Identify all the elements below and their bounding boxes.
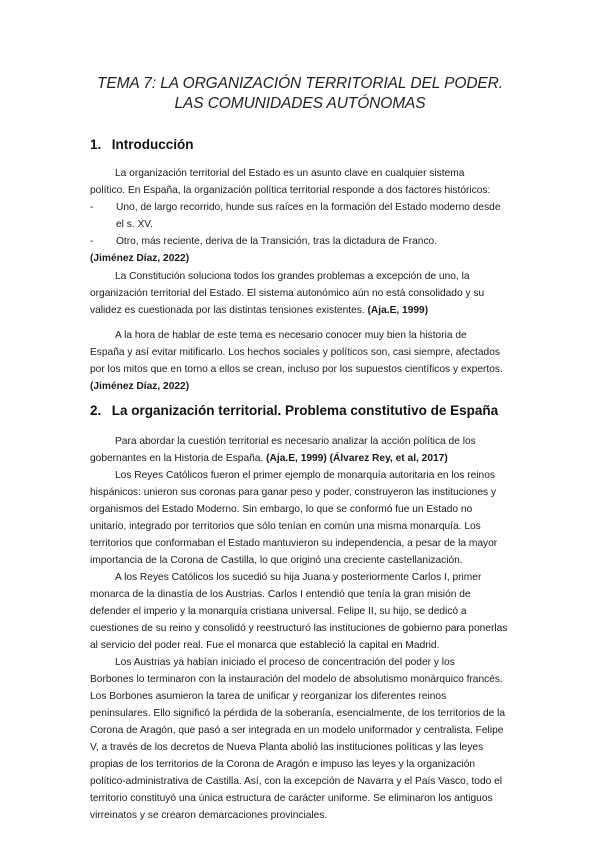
citation: (Jiménez Díaz, 2022) [90, 253, 190, 264]
text-line: cuestiones de su reino y consolidó y reestructuró las instituciones de gobierno para ponerlas [90, 623, 508, 634]
text-line: defender el imperio y la monarquía cristiana universal. Felipe II, su hijo, se dedicó a [90, 606, 467, 617]
section-2-number: 2. [90, 403, 102, 418]
text-line: por los mitos que en torno a ellos se crean, incluso por los supuestos científicos y expertos. [90, 364, 503, 375]
text-line: al servicio del poder real. Fue el monarca que estableció la capital en Madrid. [90, 640, 440, 651]
section-1-number: 1. [90, 137, 102, 152]
text-line: Corona de Aragón, que pasó a ser integrada en un modelo uniformador y centralista. Felipe [90, 725, 504, 736]
text-line: virreinatos y se crearon demarcaciones provinciales. [90, 810, 328, 821]
text-line: monarca de la dinastía de los Austrias. Carlos I entendió que tenía la gran misión de [90, 589, 471, 600]
text-line: gobernantes en la Historia de España. [90, 453, 264, 464]
text-line: Los Borbones asumieron la tarea de unificar y reorganizar los diferentes reinos [90, 691, 447, 702]
title-line-1: TEMA 7: LA ORGANIZACIÓN TERRITORIAL DEL PODER. [97, 75, 503, 92]
text-line: unitario, integrado por territorios que sólo tenían en común una misma monarquía. Los [90, 521, 481, 532]
text-line: hispánicos: unieron sus coronas para ganar peso y poder, construyeron las instituciones y [90, 487, 497, 498]
citation: (Jiménez Díaz, 2022) [90, 381, 190, 392]
text-line: propias de los territorios de la Corona de Aragón e impuso las leyes y la organización [90, 759, 476, 770]
list-item [90, 199, 540, 216]
text-line: Borbones lo terminaron con la instauración del modelo de absolutismo monárquico francés. [90, 674, 503, 685]
text-line: Los Reyes Católicos fueron el primer ejemplo de monarquía autoritaria en los reinos [115, 470, 495, 481]
title-line-2: LAS COMUNIDADES AUTÓNOMAS [174, 95, 426, 112]
text-line: Para abordar la cuestión territorial es necesario analizar la acción política de los [115, 436, 476, 447]
text-line: validez es cuestionada por las distintas tensiones existentes. [90, 305, 365, 316]
text-line: político. En España, la organización política territorial responde a dos factores históricos: [90, 185, 491, 196]
text-line: La Constitución soluciona todos los grandes problemas a excepción de uno, la [115, 271, 470, 282]
text-line: A la hora de hablar de este tema es necesario conocer muy bien la historia de [115, 330, 467, 341]
list-item [90, 233, 540, 250]
text-line: V, a través de los decretos de Nueva Planta abolió las instituciones políticas y las leyes [90, 742, 484, 753]
section-1-paragraph-3 [90, 327, 540, 395]
section-2-title: La organización territorial. Problema constitutivo de España [111, 403, 499, 418]
section-2-heading [90, 403, 498, 418]
text-line: Los Austrias ya habían iniciado el proceso de concentración del poder y los [115, 657, 455, 668]
list-item-text: Uno, de largo recorrido, hunde sus raíces en la formación del Estado moderno desde [116, 202, 501, 213]
text-line: La organización territorial del Estado es un asunto clave en cualquier sistema [115, 168, 465, 179]
section-2-body [90, 433, 540, 824]
citation: (Aja.E, 1999) [367, 305, 429, 316]
text-line: A los Reyes Católicos los sucedió su hija Juana y posteriormente Carlos I, primer [115, 572, 482, 583]
bullet-marker: - [90, 202, 94, 213]
text-line: importancia de la Corona de Castilla, lo que originó una creciente castellanización. [90, 555, 463, 566]
text-line: organismos del Estado Moderno. Sin embargo, lo que se conformó fue un Estado no [90, 504, 473, 515]
text-line: político-administrativa de Castilla. Así, con la excepción de Navarra y el País Vasco, todo el [90, 776, 503, 787]
bullet-marker: - [90, 236, 94, 247]
section-1-paragraph-1 [90, 165, 540, 267]
text-line: España y así evitar mitificarlo. Los hechos sociales y políticos son, casi siempre, afectados [90, 347, 500, 358]
text-line: territorios que conformaban el Estado mantuvieron su independencia, a pesar de la mayor [90, 538, 498, 549]
list-item-text: el s. XV. [116, 219, 153, 230]
text-line: organización territorial del Estado. El sistema autonómico aún no está consolidado y su [90, 288, 485, 299]
text-line: peninsulares. Ello significó la pérdida de la soberanía, esencialmente, de los territorios de la [90, 708, 506, 719]
list-item-continuation [90, 216, 540, 233]
section-1-heading [90, 137, 194, 152]
section-1-title: Introducción [111, 137, 194, 152]
citation: (Aja.E, 1999) (Álvarez Rey, et al, 2017) [266, 453, 448, 464]
list-item-text: Otro, más reciente, deriva de la Transición, tras la dictadura de Franco. [116, 236, 438, 247]
text-line: territorio constituyó una única estructura de carácter uniforme. Se eliminaron los antiguos [90, 793, 493, 804]
section-1-paragraph-2 [90, 268, 540, 319]
document-title [40, 74, 560, 114]
